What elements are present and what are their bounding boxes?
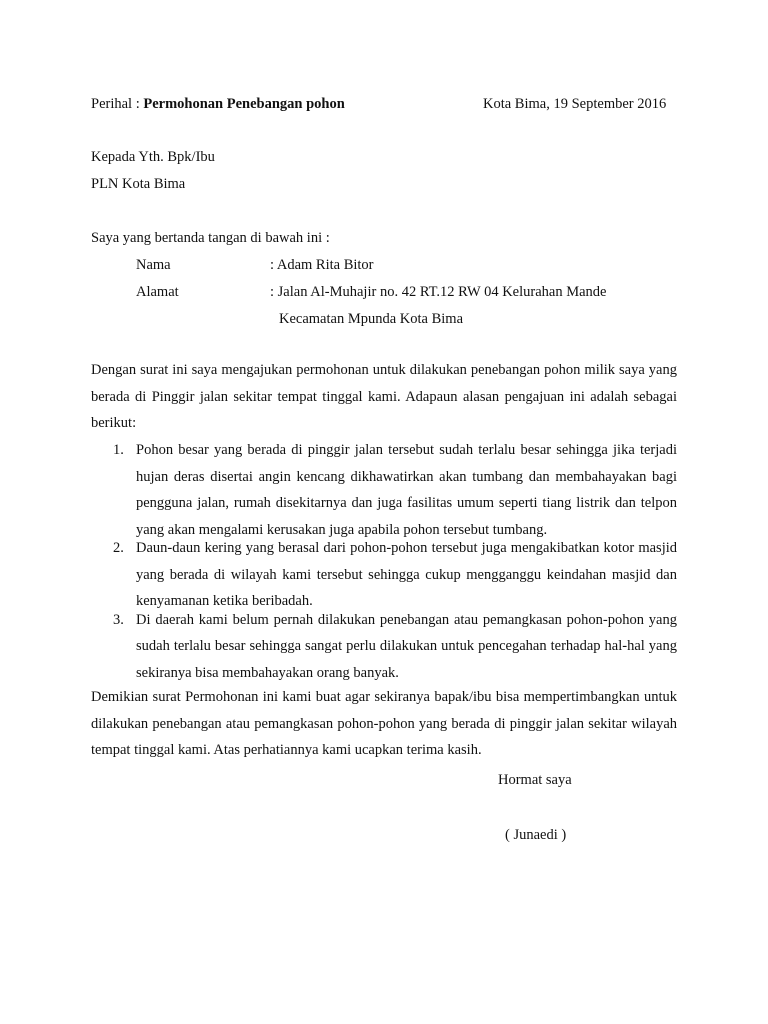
place-date: Kota Bima, 19 September 2016 <box>483 96 667 112</box>
list-item <box>91 535 677 615</box>
list-item-number: 2. <box>113 540 124 556</box>
address-value-line-2: Kecamatan Mpunda Kota Bima <box>279 311 464 327</box>
subject-title: Permohonan Penebangan pohon <box>143 96 345 112</box>
list-item-text: Pohon besar yang berada di pinggir jalan tersebut sudah terlalu besar sehingga jika terjadi hujan deras disertai angin kencang dikhawatirkan akan tumbang dan membahayakan bagi pengguna jalan, rumah disekitarnya dan juga fasilitas umum seperti tiang listrik dan telpon yang akan mengalami kerusakan juga apabila pohon tersebut tumbang. <box>136 442 677 538</box>
list-item-number: 3. <box>113 611 124 628</box>
name-value: : Adam Rita Bitor <box>270 257 374 273</box>
list-item-text: Di daerah kami belum pernah dilakukan penebangan atau pemangkasan pohon-pohon yang sudah terlalu besar sehingga sangat perlu dilakukan untuk pencegahan terhadap hal-hal yang sekiranya bisa membahayakan orang banyak. <box>136 611 677 681</box>
signature-greeting: Hormat saya <box>498 772 572 788</box>
list-item <box>91 607 677 687</box>
list-item-text: Daun-daun kering yang berasal dari pohon-pohon tersebut juga mengakibatkan kotor masjid yang berada di wilayah kami tersebut sehingga cukup mengganggu keindahan masjid dan kenyamanan ketika beribadah. <box>136 540 677 609</box>
recipient-line-1: Kepada Yth. Bpk/Ibu <box>91 149 215 165</box>
name-label: Nama <box>136 257 171 273</box>
body-paragraph: Dengan surat ini saya mengajukan permohonan untuk dilakukan penebangan pohon milik saya yang berada di Pinggir jalan sekitar tempat tinggal kami. Adapaun alasan pengajuan ini adalah sebagai berikut: <box>91 362 677 431</box>
list-item-number: 1. <box>113 442 124 458</box>
signature-name: ( Junaedi ) <box>505 827 567 843</box>
reasons-list <box>91 437 677 686</box>
intro-text: Saya yang bertanda tangan di bawah ini : <box>91 230 330 246</box>
address-label: Alamat <box>136 284 179 300</box>
closing-paragraph: Demikian surat Permohonan ini kami buat agar sekiranya bapak/ibu bisa mempertimbangkan untuk dilakukan penebangan atau pemangkasan pohon-pohon yang berada di pinggir jalan sekitar wilayah tempat tinggal kami. Atas perhatiannya kami ucapkan terima kasih. <box>91 689 677 758</box>
list-item <box>91 437 677 543</box>
address-value-line-1: : Jalan Al-Muhajir no. 42 RT.12 RW 04 Kelurahan Mande <box>270 284 607 300</box>
recipient-line-2: PLN Kota Bima <box>91 176 186 192</box>
subject-prefix: Perihal : <box>91 96 144 112</box>
subject-line <box>91 95 345 113</box>
